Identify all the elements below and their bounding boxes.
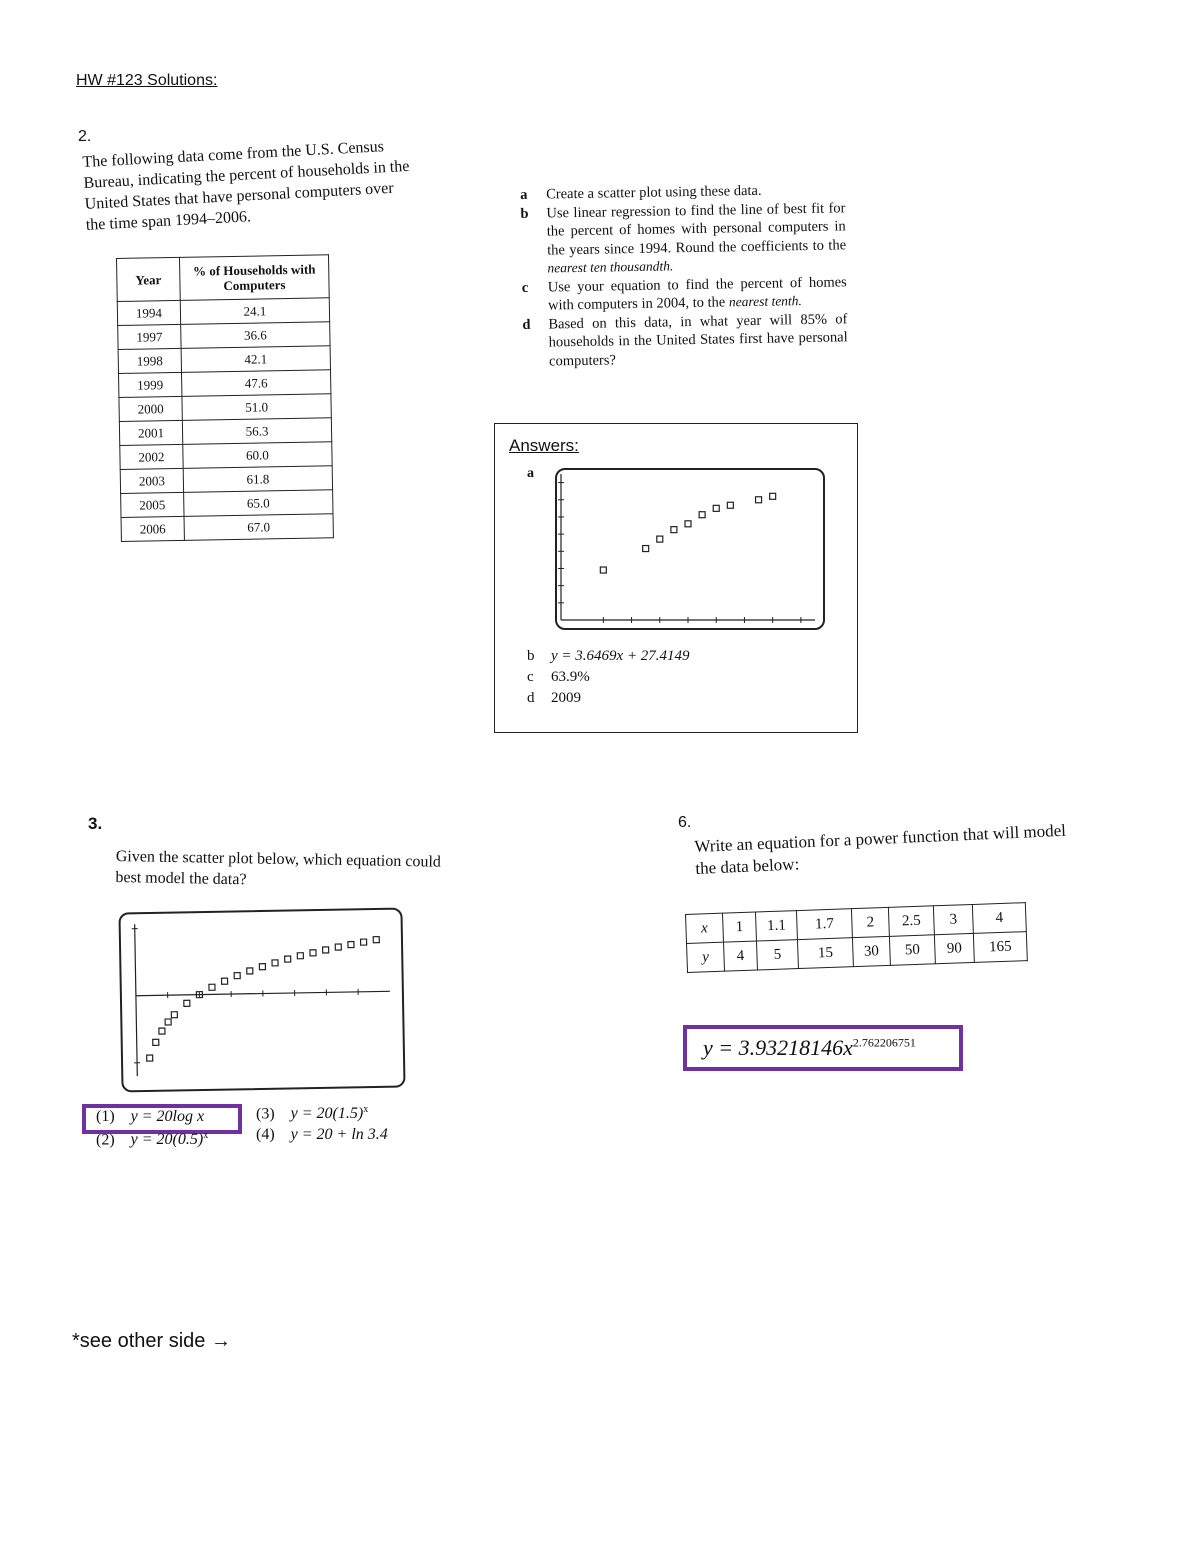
data-point <box>657 536 663 542</box>
data-point <box>171 1012 177 1018</box>
power-function-answer-box <box>683 1025 963 1071</box>
year-cell: 2005 <box>121 492 184 517</box>
x-value-cell: 1 <box>722 912 756 942</box>
data-point <box>147 1055 153 1061</box>
answer-label: b <box>527 648 535 664</box>
question-text-italic: nearest tenth. <box>728 293 802 310</box>
table-header-row <box>117 255 330 302</box>
problem-3-scatter-plot <box>118 908 405 1093</box>
data-point <box>159 1028 165 1034</box>
answer-c <box>527 669 590 686</box>
answers-box <box>494 423 858 733</box>
answer-a-label: a <box>527 466 534 481</box>
data-point <box>222 978 228 984</box>
answer-label: c <box>527 669 534 685</box>
y-label-cell <box>687 942 725 972</box>
problem-2-intro: The following data come from the U.S. Census Bureau, indicating the percent of households in the United States that have personal computers over the time span 1994–2006. <box>82 138 410 234</box>
answer-d <box>527 690 581 707</box>
power-function-answer <box>703 1035 916 1061</box>
question-text-main: Use linear regression to find the line of best fit for the percent of homes with personal computers in the years since 1994. Round the coefficients to the <box>546 199 847 259</box>
percent-cell: 42.1 <box>181 346 330 373</box>
year-cell: 1999 <box>119 372 182 397</box>
y-value-cell: 30 <box>852 936 890 966</box>
data-point <box>297 953 303 959</box>
y-value-cell: 4 <box>724 941 758 971</box>
data-point <box>165 1019 171 1025</box>
choice-exponent: x <box>363 1104 369 1115</box>
question-text-italic: nearest ten thousandth. <box>547 258 674 276</box>
y-label: y <box>701 948 710 965</box>
percent-cell: 24.1 <box>180 298 329 325</box>
x-value-cell: 4 <box>972 903 1026 934</box>
question-text <box>548 273 848 315</box>
y-value-cell: 165 <box>973 932 1027 963</box>
x-label-cell <box>686 913 724 943</box>
y-value-cell: 90 <box>934 933 974 963</box>
data-point <box>699 512 705 518</box>
data-point <box>685 521 691 527</box>
data-point <box>184 1000 190 1006</box>
percent-cell: 60.0 <box>183 442 332 469</box>
scatter-plot-2 <box>557 470 819 624</box>
data-point <box>323 947 329 953</box>
problem-6-text: Write an equation for a power function that will model the data below: <box>694 820 1067 878</box>
power-function-table <box>685 902 1028 973</box>
page-title: HW #123 Solutions: <box>76 72 218 89</box>
x-label: x <box>700 919 709 936</box>
choice-equation: y = 20(0.5) <box>130 1131 204 1149</box>
choice-label: (1) <box>96 1108 115 1125</box>
year-cell: 1998 <box>118 348 181 373</box>
data-point <box>234 973 240 979</box>
data-point <box>348 942 354 948</box>
choice-exponent: x <box>203 1130 209 1141</box>
problem-6-number: 6. <box>678 814 692 831</box>
data-point <box>259 964 265 970</box>
question-b <box>520 199 846 279</box>
choice-equation: y = 20log x <box>130 1108 205 1125</box>
choice-2 <box>96 1130 208 1149</box>
data-point <box>756 497 762 503</box>
x-value-cell: 1.1 <box>755 911 797 941</box>
choice-equation: y = 20 + ln 3.4 <box>290 1126 388 1143</box>
question-c <box>522 273 848 316</box>
problem-3-text: Given the scatter plot below, which equation could best model the data? <box>115 847 442 889</box>
data-point <box>600 567 606 573</box>
x-value-cell: 2.5 <box>888 906 934 937</box>
choice-4 <box>256 1126 388 1144</box>
problem-2-number: 2. <box>78 128 92 145</box>
see-other-side-note: *see other side → <box>72 1330 231 1352</box>
calculator-scatter-plot <box>555 468 825 630</box>
data-point <box>770 493 776 499</box>
answer-label: d <box>527 690 535 706</box>
data-point <box>373 937 379 943</box>
data-point <box>209 984 215 990</box>
computer-households-table <box>116 254 334 542</box>
year-cell: 2000 <box>119 396 182 421</box>
data-point <box>335 944 341 950</box>
answer-exponent: 2.762206751 <box>852 1035 916 1050</box>
percent-cell: 67.0 <box>184 514 333 541</box>
answer-equation: y = 3.93218146x <box>703 1035 853 1060</box>
problem-2-questions <box>520 180 848 371</box>
percent-cell: 51.0 <box>182 394 331 421</box>
question-d <box>522 310 848 371</box>
data-point <box>272 960 278 966</box>
table-row <box>119 394 331 422</box>
data-point <box>361 939 367 945</box>
data-point <box>727 502 733 508</box>
choice-label: (2) <box>96 1131 115 1149</box>
y-value-cell: 5 <box>756 940 798 970</box>
answer-b <box>527 648 690 665</box>
year-cell: 2003 <box>120 468 183 493</box>
question-label: c <box>521 279 529 296</box>
answers-title: Answers: <box>509 436 579 455</box>
data-point <box>285 956 291 962</box>
year-cell: 2006 <box>121 516 184 541</box>
year-cell: 1997 <box>118 324 181 349</box>
y-value-cell: 15 <box>797 938 853 969</box>
question-text: Create a scatter plot using these data. <box>546 182 762 203</box>
year-cell: 2001 <box>119 420 182 445</box>
percent-cell: 56.3 <box>182 418 331 445</box>
percent-cell: 65.0 <box>184 490 333 517</box>
year-cell: 2002 <box>120 444 183 469</box>
choice-3 <box>256 1104 368 1123</box>
data-point <box>713 505 719 511</box>
year-cell: 1994 <box>117 300 180 325</box>
data-point <box>153 1039 159 1045</box>
table-row <box>117 298 329 326</box>
answer-c-value: 63.9% <box>551 669 590 685</box>
percent-cell: 61.8 <box>183 466 332 493</box>
percent-cell: 47.6 <box>182 370 331 397</box>
table-row <box>119 418 331 446</box>
question-text <box>546 199 846 278</box>
table-row <box>118 322 330 350</box>
question-label: b <box>520 205 529 222</box>
data-point <box>643 546 649 552</box>
choice-equation: y = 20(1.5) <box>290 1105 364 1123</box>
percent-cell: 36.6 <box>181 322 330 349</box>
scatter-plot-3 <box>120 910 399 1087</box>
question-label: d <box>522 316 531 333</box>
table-row <box>120 442 332 470</box>
table-row <box>121 514 333 542</box>
data-point <box>671 527 677 533</box>
question-label: a <box>520 186 528 203</box>
answer-d-value: 2009 <box>551 690 581 706</box>
problem-3-number: 3. <box>88 814 103 833</box>
y-value-cell: 50 <box>889 935 935 966</box>
x-value-cell: 1.7 <box>796 909 852 940</box>
answer-b-equation: y = 3.6469x + 27.4149 <box>551 648 690 664</box>
y-axis <box>135 924 138 1076</box>
year-column-header: Year <box>117 257 181 301</box>
x-value-cell: 3 <box>933 904 973 934</box>
choice-1 <box>96 1108 204 1126</box>
question-text-main: Use your equation to find the percent of homes with computers in 2004, to the <box>547 273 847 314</box>
choice-label: (3) <box>256 1105 275 1123</box>
x-value-cell: 2 <box>851 907 889 937</box>
choice-label: (4) <box>256 1126 275 1143</box>
data-point <box>310 950 316 956</box>
question-text: Based on this data, in what year will 85% of households in the United States first have personal computers? <box>548 310 848 370</box>
data-point <box>247 968 253 974</box>
percent-column-header: % of Households with Computers <box>179 255 329 301</box>
